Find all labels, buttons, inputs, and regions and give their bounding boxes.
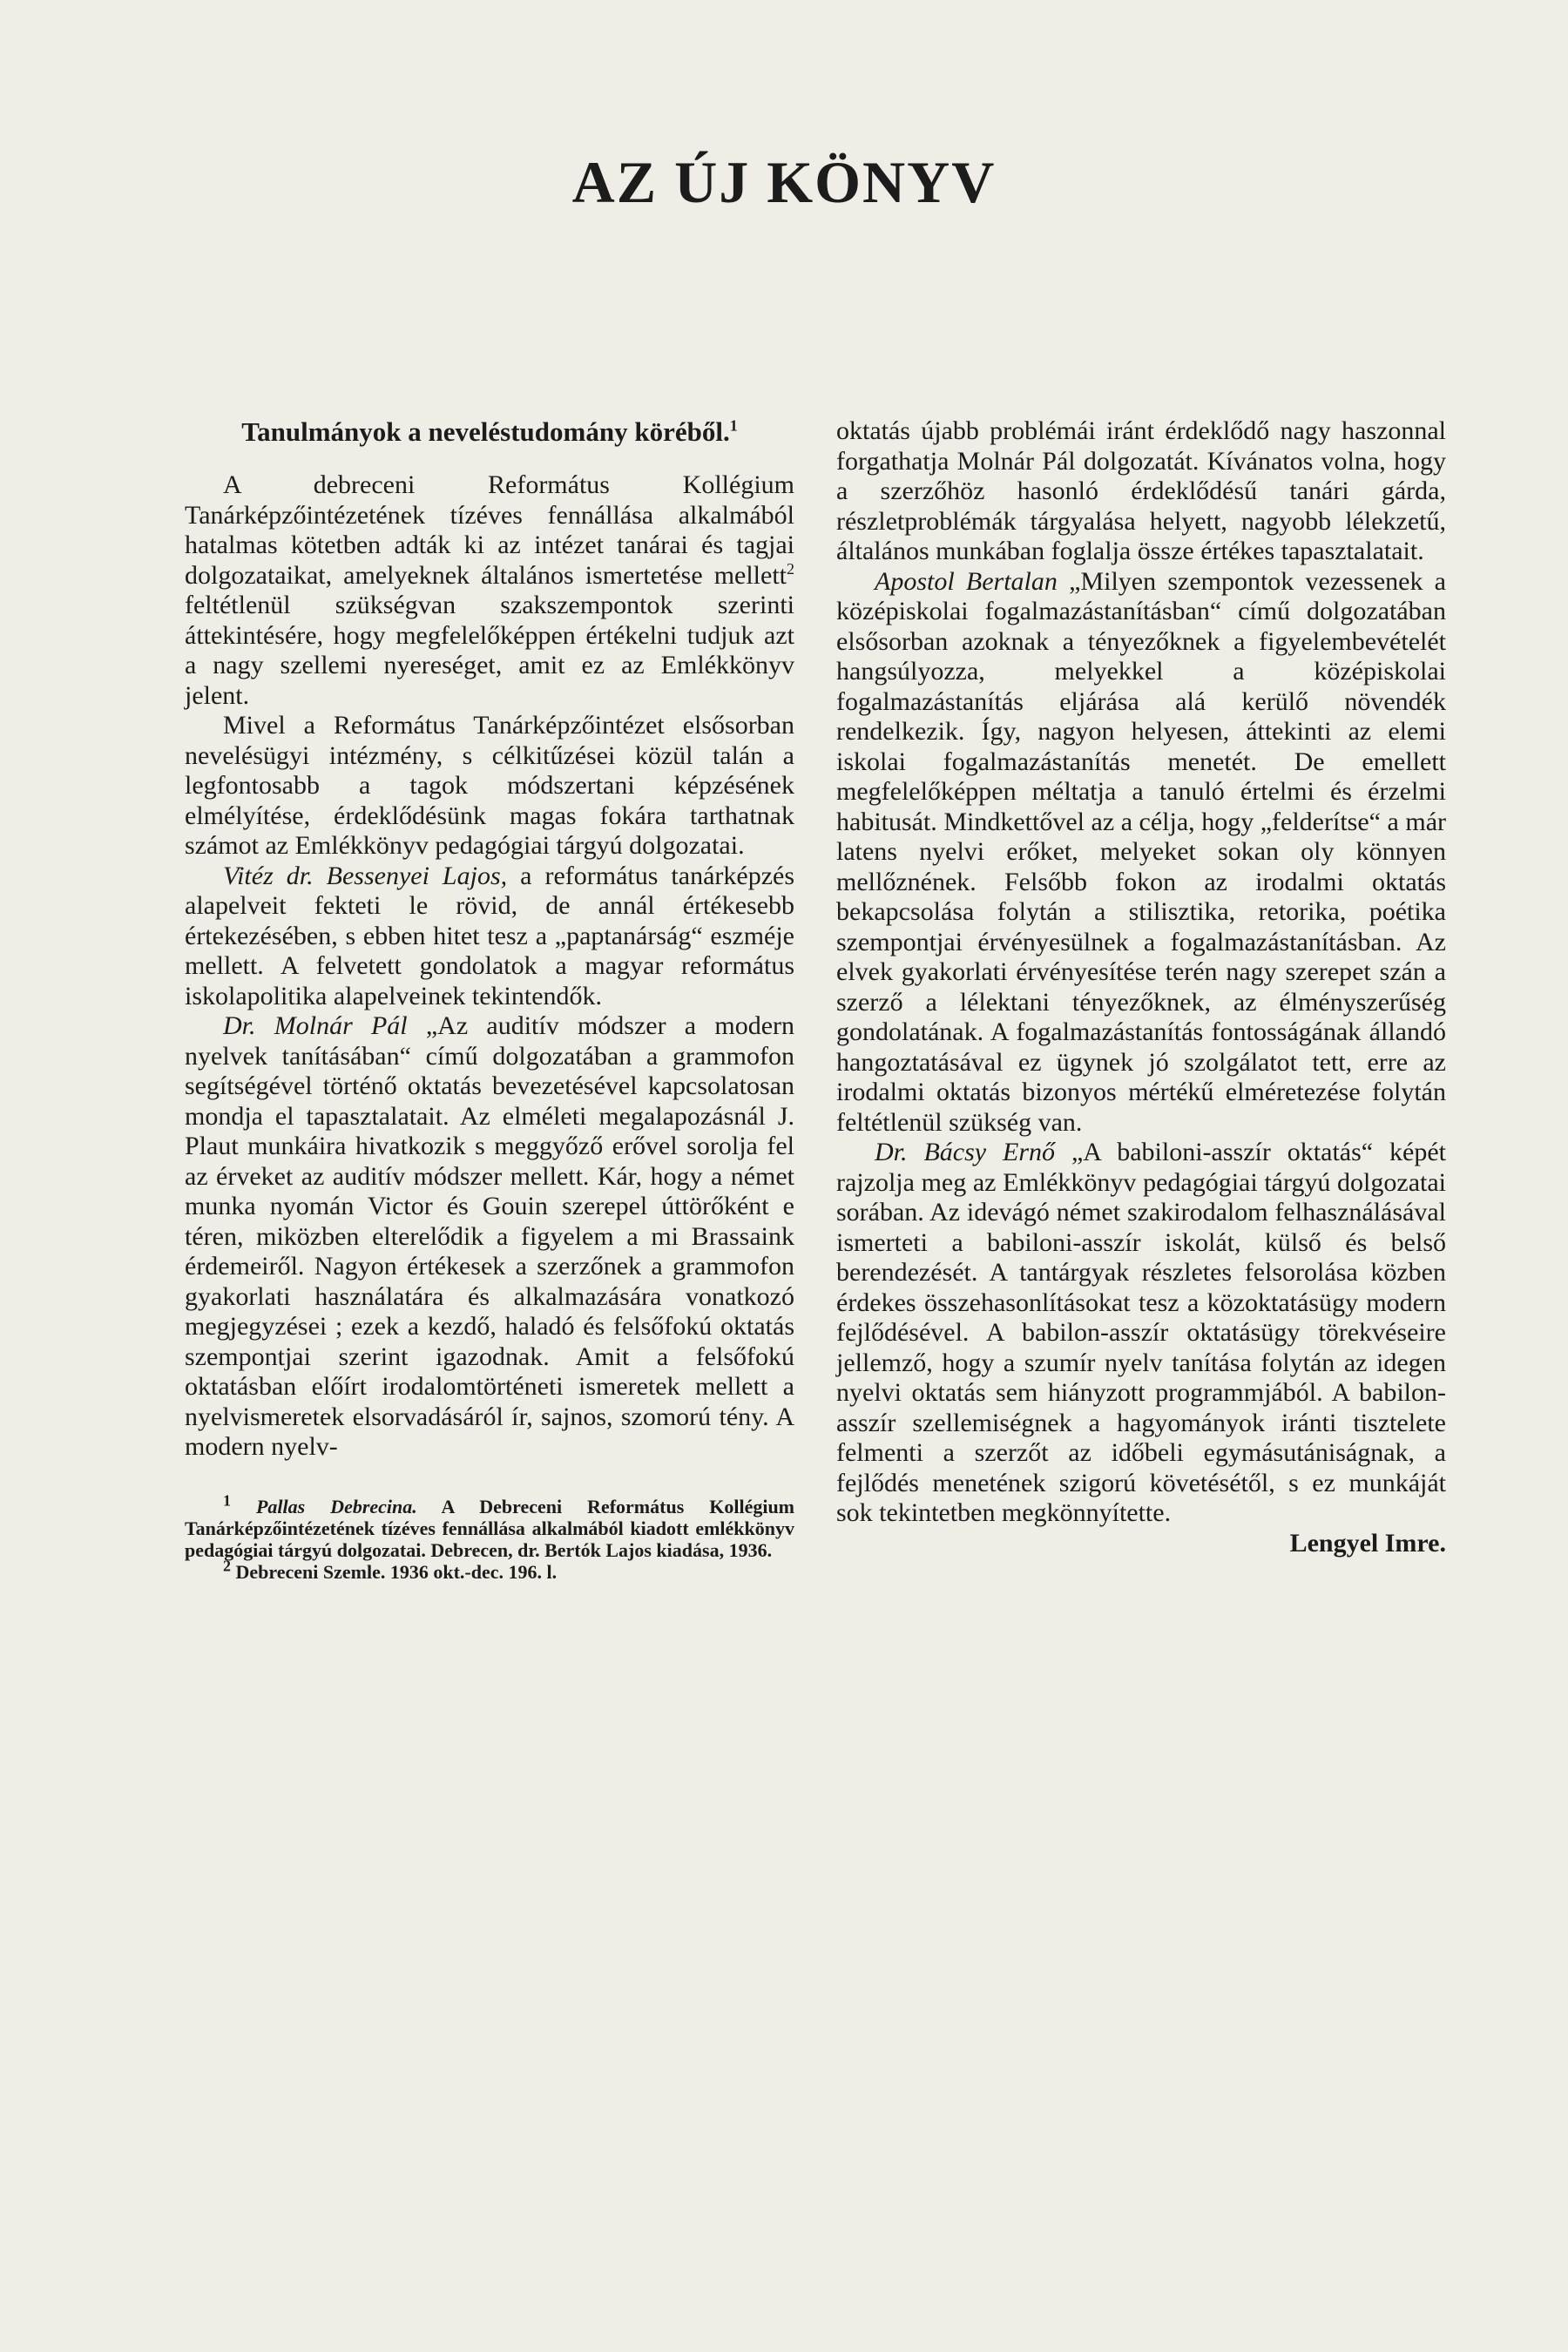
footnote-1 <box>185 1491 795 1561</box>
left-paragraph-2: Mivel a Református Tanárképzőintézet elsősorban nevelésügyi intézmény, s célkitűzései közül talán a legfontosabb a tagok módszertani képzésének elmélyítése, érdeklődésünk magas fokára tarthatnak számot az Emlékkönyv pedagógiai tárgyú dolgozatai. <box>185 711 794 860</box>
left-paragraph-4-text: „Az auditív módszer a modern nyelvek tanításában“ című dolgozatában a grammofon segítségével történő oktatás bevezetésével kapcsolatosan mondja el tapasztalatait. Az elméleti megalapozásnál J. Plaut munkáira hivatkozik s meggyőző erővel sorolja fel az érveket az auditív módszer mellett. Kár, hogy a német munka nyomán Victor és Gouin szerepel úttörőként e téren, miközben elterelődik a figyelem a mi Brassaink érdemeiről. Nagyon értékesek a szerzőnek a grammofon gyakorlati használatára és alkalmazására vonatkozó megjegyzései ; ezek a kezdő, haladó és felsőfokú oktatás szempontjai szerint igazodnak. Amit a felsőfokú oktatásban előírt irodalomtörténeti ismeretek mellett a nyelvismeretek elsorvadásáról ír, sajnos, szomorú tény. A modern nyelv- <box>185 1011 794 1461</box>
author-apostol: Apostol Bertalan <box>875 566 1058 596</box>
footnote-2-mark: 2 <box>223 1557 231 1575</box>
left-paragraph-3 <box>185 862 794 1012</box>
author-bacsy: Dr. Bácsy Ernő <box>875 1138 1056 1166</box>
footnote-1-mark: 1 <box>223 1491 231 1510</box>
footnote-ref-2: 2 <box>787 559 794 578</box>
author-bessenyei: Vitéz dr. Bessenyei Lajos, <box>223 861 508 890</box>
footnote-ref-1: 1 <box>729 416 738 435</box>
review-heading-text: Tanulmányok a neveléstudomány köréből. <box>241 416 730 447</box>
right-paragraph-3 <box>836 1138 1446 1529</box>
page-title: AZ ÚJ KÖNYV <box>571 149 997 215</box>
footnote-1-work: Pallas Debrecina. <box>255 1495 417 1517</box>
footnote-1-text: A Debreceni Református Kollégium Tanárképzőintézetének tízéves fennállása alkalmából kiadott emlékkönyv pedagógiai tárgyú dolgozatai. Debrecen, dr. Bertók Lajos kiadása, 1936. <box>185 1495 795 1561</box>
left-paragraph-1-text-a: A debreceni Református Kollégium Tanárképzőintézetének tízéves fennállása alkalmából hatalmas kötetben adták ki az intézet tanárai és tagjai dolgozataikat, amelyeknek általános ismertetése mellett <box>185 470 794 590</box>
right-paragraph-2-text: „Milyen szempontok vezessenek a középiskolai fogalmazástanításban“ című dolgozatában elsősorban azoknak a tényezőknek a figyelembevételét hangsúlyozza, melyekkel a középiskolai fogalmazástanítás eljárása alá kerülő növendék rendelkezik. Így, nagyon helyesen, áttekinti az elemi iskolai fogalmazástanítás menetét. De emellett megfelelőképpen méltatja a tanuló értelmi és érzelmi habitusát. Mindkettővel az a célja, hogy „felderítse“ a már latens nyelvi erőket, melyeket sokan oly könnyen mellőznének. Felsőbb fokon az irodalmi oktatás bekapcsolása folytán a stilisztika, retorika, poétika szempontjai érvényesülnek a fogalmazástanításban. Az elvek gyakorlati érvényesítése terén nagy szerepet szán a szerző a lélektani tényezőknek, az élményszerűség gondolatának. A fogalmazástanítás fontosságának állandó hangoztatásával ez ügynek jó szolgálatot tett, erre az irodalmi oktatás bizonyos mértékű elméretezése folytán feltétlenül szükség van. <box>836 566 1446 1137</box>
right-column <box>836 416 1446 1558</box>
right-paragraph-3-text: „A babiloni-asszír oktatás“ képét rajzolja meg az Emlékkönyv pedagógiai tárgyú dolgozatai sorában. Az idevágó német szakirodalom felhasználásával ismerteti a babiloni-asszír iskolát, külső és belső berendezését. A tantárgyak részletes felsorolása közben érdekes összehasonlításokat tesz a közoktatásügy modern fejlődésével. A babilon-asszír oktatásügy törekvéseire jellemző, hogy a szumír nyelv tanítása folytán az idegen nyelvi oktatás sem hiányzott programmjából. A babilon-asszír szellemiségnek a hagyományok iránti tisztelete felmenti a szerzőt az időbeli egymásutániságnak, a fejlődés menetének szigorú követésétől, s ez munkáját sok tekintetben megkönnyítette. <box>836 1138 1446 1527</box>
footnotes <box>185 1491 795 1583</box>
left-paragraph-1 <box>185 470 794 711</box>
author-molnar: Dr. Molnár Pál <box>223 1011 408 1040</box>
footnote-2-text: Debreceni Szemle. 1936 okt.-dec. 196. l. <box>235 1560 558 1583</box>
review-heading <box>185 416 794 448</box>
left-column <box>185 416 794 1583</box>
left-paragraph-1-text-b: feltétlenül szükségvan szakszempontok szerinti áttekintésére, hogy megfelelőképpen értékelni tudjuk azt a nagy szellemi nyereséget, amit ez az Emlékkönyv jelent. <box>185 591 794 710</box>
right-paragraph-1: oktatás újabb problémái iránt érdeklődő nagy haszonnal forgathatja Molnár Pál dolgozatát. Kívánatos volna, hogy a szerzőhöz hasonló érdeklődésű tanári gárda, részletproblémák tárgyalása helyett, nagyobb lélekzetű, általános munkában foglalja össze értékes tapasztalatait. <box>836 416 1446 565</box>
right-paragraph-2 <box>836 567 1446 1139</box>
left-paragraph-4 <box>185 1011 794 1463</box>
footnote-2 <box>185 1557 794 1583</box>
signature: Lengyel Imre. <box>1289 1528 1446 1558</box>
left-paragraph-3-text: a református tanárképzés alapelveit fekteti le rövid, de annál értékesebb értekezésében, s ebben hitet tesz a „paptanárság“ eszméje mellett. A felvetett gondolatok a magyar református iskolapolitika alapelveinek tekintendők. <box>185 861 795 1010</box>
